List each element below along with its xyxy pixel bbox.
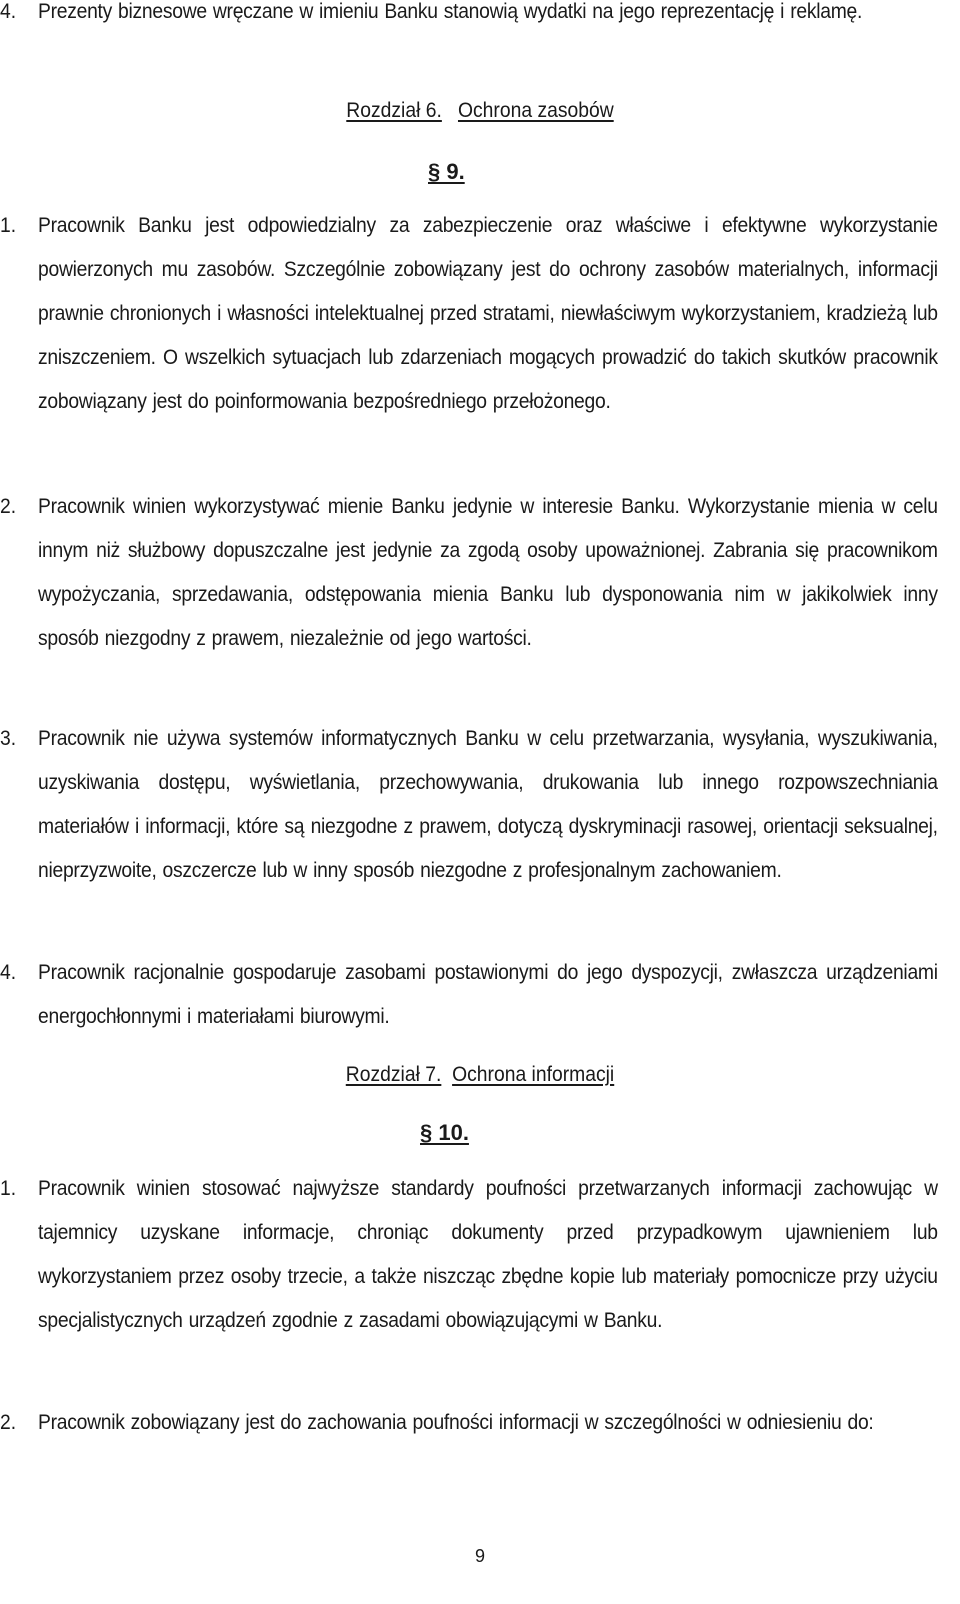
- chapter-6-title: Ochrona zasobów: [457, 99, 614, 122]
- ch6-item-3-text: Pracownik nie używa systemów informatycznych Banku w celu przetwarzania, wysyłania, wyszukiwania, uzyskiwania dostępu, wyświetlania, przechowywania, drukowania lub innego rozpowszechniania materiałów i informacji, które są niezgodne z prawem, dotyczą dyskryminacji rasowej, orientacji seksualnej, nieprzyzwoite, oszczercze lub w inny sposób niezgodne z profesjonalnym zachowaniem.: [38, 727, 938, 882]
- ch7-item-1-number: 1.: [0, 1177, 17, 1200]
- item-4-text: Prezenty biznesowe wręczane w imieniu Banku stanowią wydatki na jego reprezentację i reklamę.: [38, 0, 863, 23]
- item-4-number: 4.: [0, 0, 17, 23]
- ch6-item-1-text: Pracownik Banku jest odpowiedzialny za zabezpieczenie oraz właściwe i efektywne wykorzystanie powierzonych mu zasobów. Szczególnie zobowiązany jest do ochrony zasobów materialnych, informacji prawnie chronionych i własności intelektualnej przed stratami, niewłaściwym wykorzystaniem, kradzieżą lub zniszczeniem. O wszelkich sytuacjach lub zdarzeniach mogących prowadzić do takich skutków pracownik zobowiązany jest do poinformowania bezpośredniego przełożonego.: [38, 214, 938, 413]
- section-9: § 9.: [428, 159, 465, 184]
- ch7-item-1-text: Pracownik winien stosować najwyższe standardy poufności przetwarzanych informacji zachowując w tajemnicy uzyskane informacje, chroniąc dokumenty przed przypadkowym ujawnieniem lub wykorzystaniem przez osoby trzecie, a także niszcząc zbędne kopie lub materiały pomocnicze przy użyciu specjalistycznych urządzeń zgodnie z zasadami obowiązującymi w Banku.: [38, 1177, 938, 1332]
- chapter-7-heading: [38, 1053, 921, 1097]
- ch7-item-2-text: Pracownik zobowiązany jest do zachowania poufności informacji w szczególności w odniesieniu do:: [38, 1411, 874, 1434]
- ch7-item-2-number: 2.: [0, 1411, 17, 1434]
- chapter-6-label: Rozdział 6.: [346, 99, 442, 122]
- chapter-6-heading: [38, 89, 921, 133]
- ch6-item-1-number: 1.: [0, 214, 17, 237]
- section-10: § 10.: [420, 1120, 469, 1145]
- ch6-item-2-number: 2.: [0, 495, 17, 518]
- chapter-7-title: Ochrona informacji: [452, 1063, 615, 1086]
- chapter-7-label: Rozdział 7.: [345, 1063, 442, 1086]
- ch6-item-4-text: Pracownik racjonalnie gospodaruje zasobami postawionymi do jego dyspozycji, zwłaszcza urządzeniami energochłonnymi i materiałami biurowymi.: [38, 961, 938, 1028]
- ch6-item-3-number: 3.: [0, 727, 17, 750]
- ch6-item-2-text: Pracownik winien wykorzystywać mienie Banku jedynie w interesie Banku. Wykorzystanie mienia w celu innym niż służbowy dopuszczalne jest jedynie za zgodą osoby upoważnionej. Zabrania się pracownikom wypożyczania, sprzedawania, odstępowania mienia Banku lub dysponowania nim w jakikolwiek inny sposób niezgodny z prawem, niezależnie od jego wartości.: [38, 495, 938, 650]
- page-number: 9: [474, 1546, 485, 1566]
- ch6-item-4-number: 4.: [0, 961, 17, 984]
